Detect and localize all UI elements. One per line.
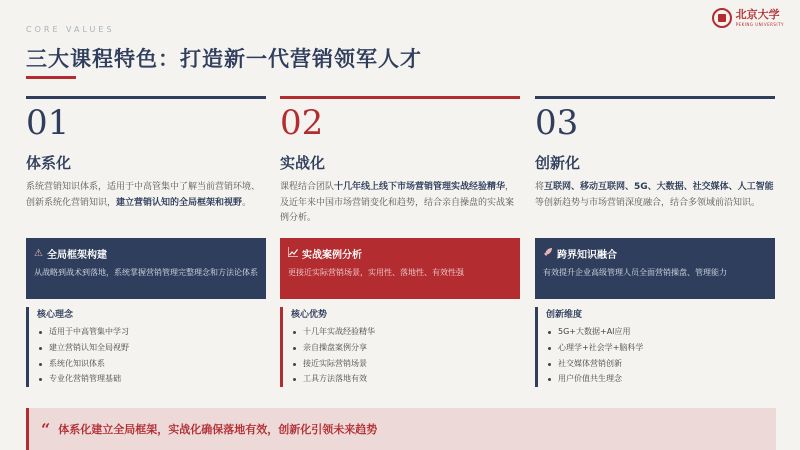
quote-text: 体系化建立全局框架，实战化确保落地有效，创新化引领未来趋势: [58, 423, 378, 436]
logo-en: PEKING UNIVERSITY: [735, 21, 784, 27]
column-top-bar: [26, 96, 266, 99]
feature-column-2: [280, 96, 520, 387]
list-item: 社交媒体营销创新: [546, 356, 775, 372]
list-item: 建立营销认知全局视野: [37, 340, 266, 356]
column-number: 03: [535, 103, 579, 143]
list-item: 工具方法落地有效: [291, 371, 520, 387]
list-item: 专业化营销管理基础: [37, 371, 266, 387]
list-item: 亲自操盘案例分享: [291, 340, 520, 356]
university-logo: [712, 8, 784, 28]
rocket-icon: [543, 247, 553, 260]
column-top-bar: [535, 96, 775, 99]
feature-title: 全局框架构建: [46, 250, 107, 262]
core-values-eyebrow: CORE VALUES: [26, 25, 115, 34]
sub-title: 创新维度: [546, 310, 583, 321]
column-top-bar: [280, 96, 520, 99]
quote-bar: [26, 408, 776, 450]
list-item: 5G+大数据+AI应用: [546, 324, 775, 340]
page-title: 三大课程特色：打造新一代营销领军人才: [26, 47, 422, 71]
list-item: 接近实际营销场景: [291, 356, 520, 372]
alert-triangle-icon: ⚠: [34, 248, 43, 260]
column-number: 01: [26, 103, 70, 143]
feature-box: [280, 238, 520, 299]
sub-title: 核心优势: [291, 310, 328, 321]
university-seal-icon: [712, 8, 732, 28]
list-item: 适用于中高管集中学习: [37, 324, 266, 340]
list-item: 十几年实战经验精华: [291, 324, 520, 340]
column-description: 课程结合团队十几年线上线下市场营销管理实战经验精华，及近年来中国市场营销变化和趋势，结合亲自操盘的实战案例分析。: [280, 182, 515, 224]
sub-box: [26, 307, 266, 386]
feature-title: 实战案例分析: [302, 250, 362, 262]
column-heading: 实战化: [280, 154, 326, 173]
title-underline: [26, 76, 76, 79]
feature-title: 跨界知识融合: [557, 250, 617, 262]
sub-box: [280, 307, 520, 386]
column-heading: 体系化: [26, 154, 72, 173]
column-heading: 创新化: [535, 154, 581, 173]
feature-description: 从战略到战术到落地，系统掌握营销管理完整理念和方法论体系: [34, 268, 258, 278]
feature-column-3: [535, 96, 775, 387]
list-item: 用户价值共生理念: [546, 371, 775, 387]
feature-box: [535, 238, 775, 299]
sub-title: 核心理念: [37, 310, 74, 321]
feature-description: 更接近实际营销场景，实用性、落地性、有效性强: [288, 268, 464, 278]
sub-box: [535, 307, 775, 386]
chart-line-icon: [288, 247, 298, 260]
quote-mark-icon: “: [41, 419, 51, 439]
list-item: 心理学+社会学+脑科学: [546, 340, 775, 356]
feature-box: [26, 238, 266, 299]
feature-column-1: [26, 96, 266, 387]
logo-cn: 北京大学: [735, 8, 780, 22]
column-description: 系统营销知识体系，适用于中高管集中了解当前营销环境、创新系统化营销知识，建立营销认知的全局框架和视野。: [26, 182, 261, 208]
list-item: 系统化知识体系: [37, 356, 266, 372]
column-description: 将互联网、移动互联网、5G、大数据、社交媒体、人工智能等创新趋势与市场营销深度融合，结合多领域前沿知识。: [535, 182, 774, 208]
column-number: 02: [280, 103, 324, 143]
feature-description: 有效提升企业高级管理人员全面营销操盘、管理能力: [543, 268, 727, 278]
